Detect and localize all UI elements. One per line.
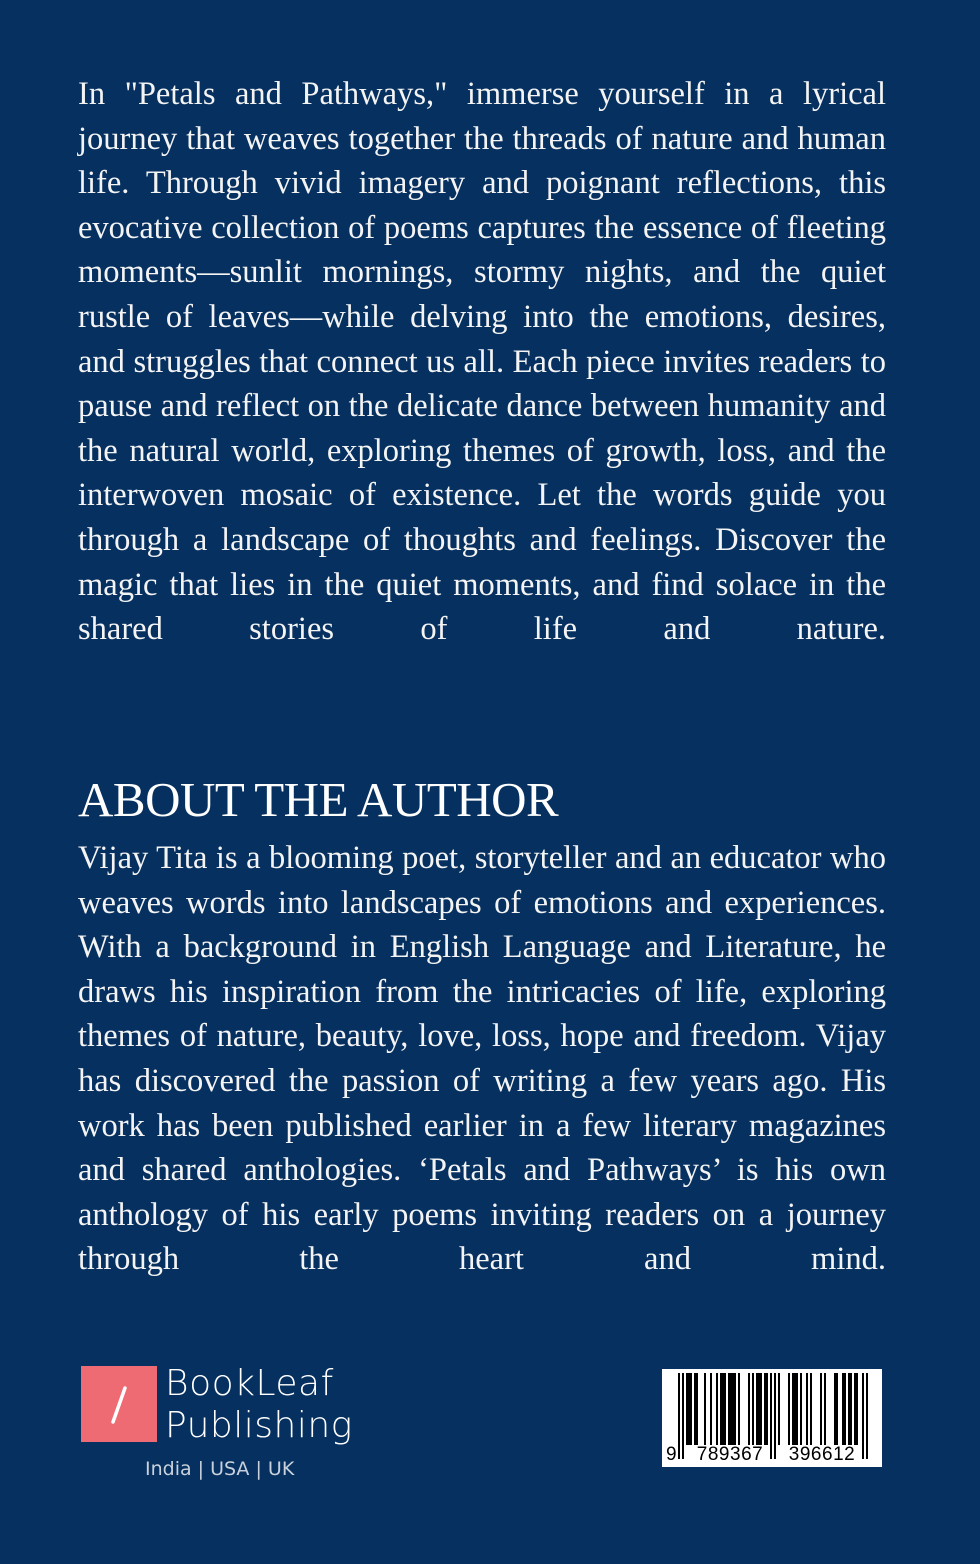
- barcode-bar: [732, 1373, 734, 1445]
- barcode-bar: [760, 1373, 762, 1445]
- barcode-bar: [720, 1373, 722, 1445]
- publisher-name-line1: BookLeaf: [165, 1363, 334, 1404]
- barcode-bar: [764, 1373, 766, 1445]
- barcode-bar: [678, 1373, 680, 1459]
- barcode-bar: [794, 1373, 796, 1445]
- publisher-logo: [81, 1362, 381, 1492]
- barcode-bar: [866, 1373, 868, 1459]
- barcode-bar: [836, 1373, 838, 1445]
- barcode-bar: [778, 1373, 780, 1445]
- barcode-bar: [796, 1373, 798, 1445]
- barcode-bar: [696, 1373, 698, 1445]
- barcode-bar: [792, 1373, 794, 1445]
- barcode-bar: [724, 1373, 726, 1445]
- barcode-bar: [766, 1373, 768, 1445]
- about-author-heading: ABOUT THE AUTHOR: [78, 772, 559, 827]
- barcode-bar: [788, 1373, 790, 1445]
- barcode-bar: [774, 1373, 776, 1459]
- barcode-bar: [820, 1373, 822, 1445]
- barcode-bar: [734, 1373, 736, 1445]
- barcode-first-digit: 9: [666, 1444, 677, 1465]
- barcode-bar: [810, 1373, 812, 1445]
- barcode-bar: [716, 1373, 718, 1445]
- barcode-bar: [842, 1373, 844, 1445]
- barcode-bar: [752, 1373, 754, 1445]
- barcode-bar: [690, 1373, 692, 1445]
- barcode-bar: [854, 1373, 856, 1445]
- author-bio: Vijay Tita is a blooming poet, storyteller and an educator who weaves words into landscapes of emotions and experiences. With a background in English Language and Literature, he draws his inspiration from the intricacies of life, exploring themes of nature, beauty, love, loss, hope and freedom. Vijay has discovered the passion of writing a few years ago. His work has been published earlier in a few literary magazines and shared anthologies. ‘Petals and Pathways’ is his own anthology of his early poems inviting readers on a journey through the heart and mind.: [78, 840, 886, 1278]
- barcode-bar: [738, 1373, 740, 1445]
- barcode-bar: [850, 1373, 852, 1445]
- barcode-bar: [688, 1373, 690, 1445]
- barcode-bar: [848, 1373, 850, 1445]
- barcode-bar: [806, 1373, 808, 1445]
- isbn-barcode: [662, 1369, 882, 1467]
- barcode-bar: [682, 1373, 684, 1459]
- barcode-bar: [824, 1373, 826, 1445]
- barcode-bar: [722, 1373, 724, 1445]
- barcode-bar: [800, 1373, 802, 1445]
- barcode-bar: [730, 1373, 732, 1445]
- barcode-bar: [694, 1373, 696, 1445]
- barcode-bar: [758, 1373, 760, 1445]
- slash-icon: [81, 1366, 157, 1442]
- barcode-bar: [834, 1373, 836, 1445]
- barcode-bar: [748, 1373, 750, 1445]
- book-blurb: In "Petals and Pathways," immerse yourself in a lyrical journey that weaves together the threads of nature and human life. Through vivid imagery and poignant reflections, this evocative collection of poems captures the essence of fleeting moments—sunlit mornings, stormy nights, and the quiet rustle of leaves—while delving into the emotions, desires, and struggles that connect us all. Each piece invites readers to pause and reflect on the delicate dance between humanity and the natural world, exploring themes of growth, loss, and the interwoven mosaic of existence. Let the words guide you through a landscape of thoughts and feelings. Discover the magic that lies in the quiet moments, and find solace in the shared stories of life and nature.: [78, 76, 886, 648]
- barcode-bar: [686, 1373, 688, 1445]
- barcode-bar: [856, 1373, 858, 1445]
- publisher-regions: India | USA | UK: [145, 1458, 295, 1480]
- barcode-left-digits: 789367: [696, 1444, 764, 1465]
- barcode-right-digits: 396612: [788, 1444, 856, 1465]
- barcode-bar: [728, 1373, 730, 1445]
- barcode-bar: [756, 1373, 758, 1445]
- publisher-name-line2: Publishing: [165, 1405, 353, 1446]
- barcode-bar: [710, 1373, 712, 1445]
- barcode-bar: [844, 1373, 846, 1445]
- barcode-bar: [704, 1373, 706, 1445]
